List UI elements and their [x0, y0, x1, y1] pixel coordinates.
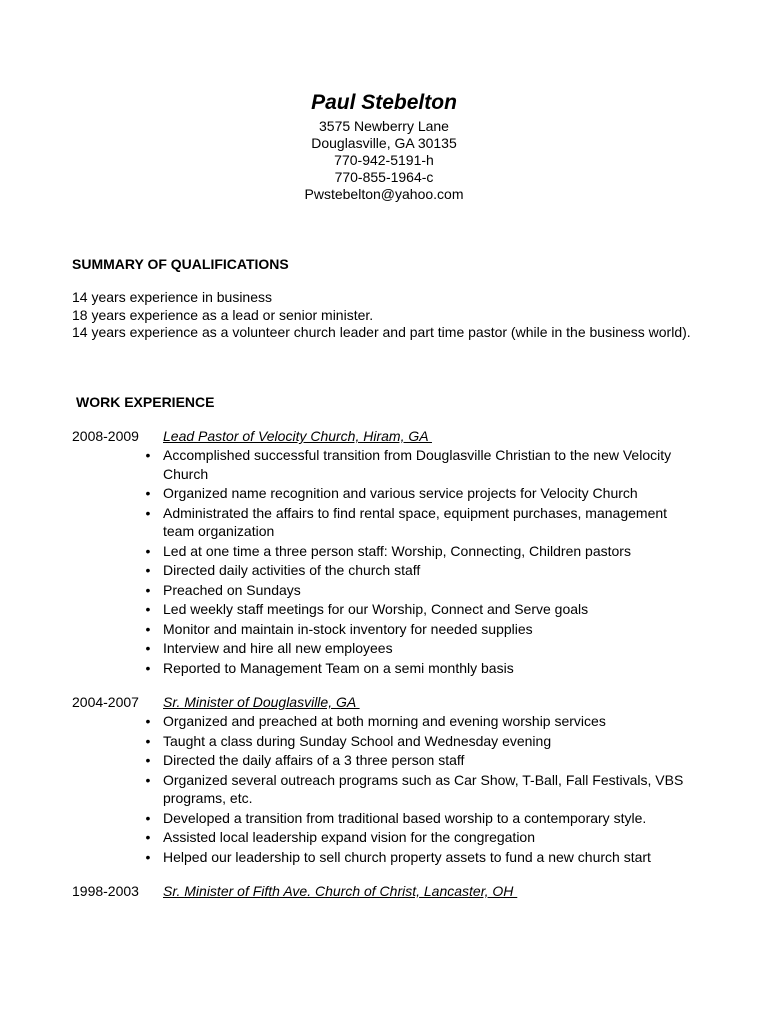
bullet-icon: • — [145, 640, 151, 656]
job-years: 2008-2009 — [72, 428, 139, 444]
bullet-icon: • — [145, 620, 151, 637]
job-duty-text: Accomplished successful transition from Douglasville Christian to the new Velocity Church — [163, 447, 672, 482]
job-duty-item — [145, 809, 712, 828]
bullet-icon: • — [145, 447, 151, 463]
job-header — [72, 693, 712, 712]
phone-cell: 770-855-1964-c — [334, 169, 434, 185]
bullet-icon: • — [145, 504, 151, 521]
job-duty-text: Developed a transition from traditional based worship to a contemporary style. — [163, 809, 647, 826]
job-duty-text: Led weekly staff meetings for our Worship, Connect and Serve goals — [163, 601, 589, 617]
summary-line: 14 years experience as a volunteer church leader and part time pastor (while in the business world). — [72, 324, 691, 341]
job-duty-item — [145, 639, 712, 658]
work-experience-heading: WORK EXPERIENCE — [76, 394, 215, 410]
resume-header — [0, 89, 768, 203]
summary-list — [72, 289, 697, 342]
job-duty-text: Organized several outreach programs such as Car Show, T-Ball, Fall Festivals, VBS programs, etc. — [163, 771, 684, 806]
job-duty-item — [145, 446, 712, 483]
job-duty-text: Helped our leadership to sell church property assets to fund a new church start — [163, 848, 651, 865]
summary-heading: SUMMARY OF QUALIFICATIONS — [72, 256, 289, 272]
job-entry — [72, 427, 712, 678]
job-entry — [72, 882, 712, 901]
job-duty-item — [145, 712, 712, 731]
job-duty-text: Monitor and maintain in-stock inventory for needed supplies — [163, 620, 533, 637]
bullet-icon: • — [145, 771, 151, 788]
job-duty-text: Directed daily activities of the church staff — [163, 562, 421, 578]
job-duty-item — [145, 751, 712, 770]
job-duty-text: Organized name recognition and various service projects for Velocity Church — [163, 485, 638, 501]
job-duty-item — [145, 581, 712, 600]
job-duty-text: Interview and hire all new employees — [163, 640, 393, 656]
job-duty-text: Directed the daily affairs of a 3 three person staff — [163, 752, 465, 768]
bullet-icon: • — [145, 829, 151, 845]
job-duty-text: Assisted local leadership expand vision for the congregation — [163, 829, 536, 845]
job-duties-list — [72, 446, 712, 677]
summary-line: 18 years experience as a lead or senior minister. — [72, 306, 374, 323]
bullet-icon: • — [145, 848, 151, 865]
job-duty-item — [145, 484, 712, 503]
job-duty-text: Preached on Sundays — [163, 581, 301, 598]
bullet-icon: • — [145, 809, 151, 826]
job-header — [72, 427, 712, 446]
bullet-icon: • — [145, 659, 151, 676]
bullet-icon: • — [145, 713, 151, 729]
bullet-icon: • — [145, 601, 151, 617]
job-duty-item — [145, 620, 712, 639]
job-title: Sr. Minister of Fifth Ave. Church of Christ, Lancaster, OH — [163, 883, 518, 899]
phone-home: 770-942-5191-h — [334, 152, 434, 168]
bullet-icon: • — [145, 485, 151, 501]
job-duty-text: Administrated the affairs to find rental space, equipment purchases, management team organization — [163, 504, 668, 539]
job-duties-list — [72, 712, 712, 866]
job-duty-item — [145, 771, 712, 808]
job-duty-text: Taught a class during Sunday School and Wednesday evening — [163, 732, 552, 749]
bullet-icon: • — [145, 732, 151, 749]
bullet-icon: • — [145, 752, 151, 768]
job-duty-item — [145, 828, 712, 847]
job-entry — [72, 693, 712, 867]
bullet-icon: • — [145, 581, 151, 598]
candidate-name: Paul Stebelton — [311, 91, 457, 114]
bullet-icon: • — [145, 562, 151, 578]
job-header — [72, 882, 712, 901]
job-duty-item — [145, 600, 712, 619]
job-duty-text: Led at one time a three person staff: Worship, Connecting, Children pastors — [163, 542, 631, 559]
job-duty-item — [145, 732, 712, 751]
job-duty-text: Organized and preached at both morning and evening worship services — [163, 713, 606, 729]
job-title: Sr. Minister of Douglasville, GA — [163, 694, 360, 710]
address-line-2: Douglasville, GA 30135 — [311, 135, 457, 151]
email-address: Pwstebelton@yahoo.com — [304, 186, 464, 202]
job-years: 1998-2003 — [72, 883, 139, 899]
job-duty-item — [145, 848, 712, 867]
job-duty-item — [145, 504, 712, 541]
address-line-1: 3575 Newberry Lane — [319, 118, 449, 134]
job-title: Lead Pastor of Velocity Church, Hiram, GA — [163, 428, 432, 444]
job-duty-item — [145, 659, 712, 678]
bullet-icon: • — [145, 542, 151, 559]
summary-line: 14 years experience in business — [72, 289, 273, 305]
job-duty-text: Reported to Management Team on a semi monthly basis — [163, 659, 514, 676]
job-years: 2004-2007 — [72, 694, 139, 710]
job-duty-item — [145, 561, 712, 580]
job-duty-item — [145, 542, 712, 561]
